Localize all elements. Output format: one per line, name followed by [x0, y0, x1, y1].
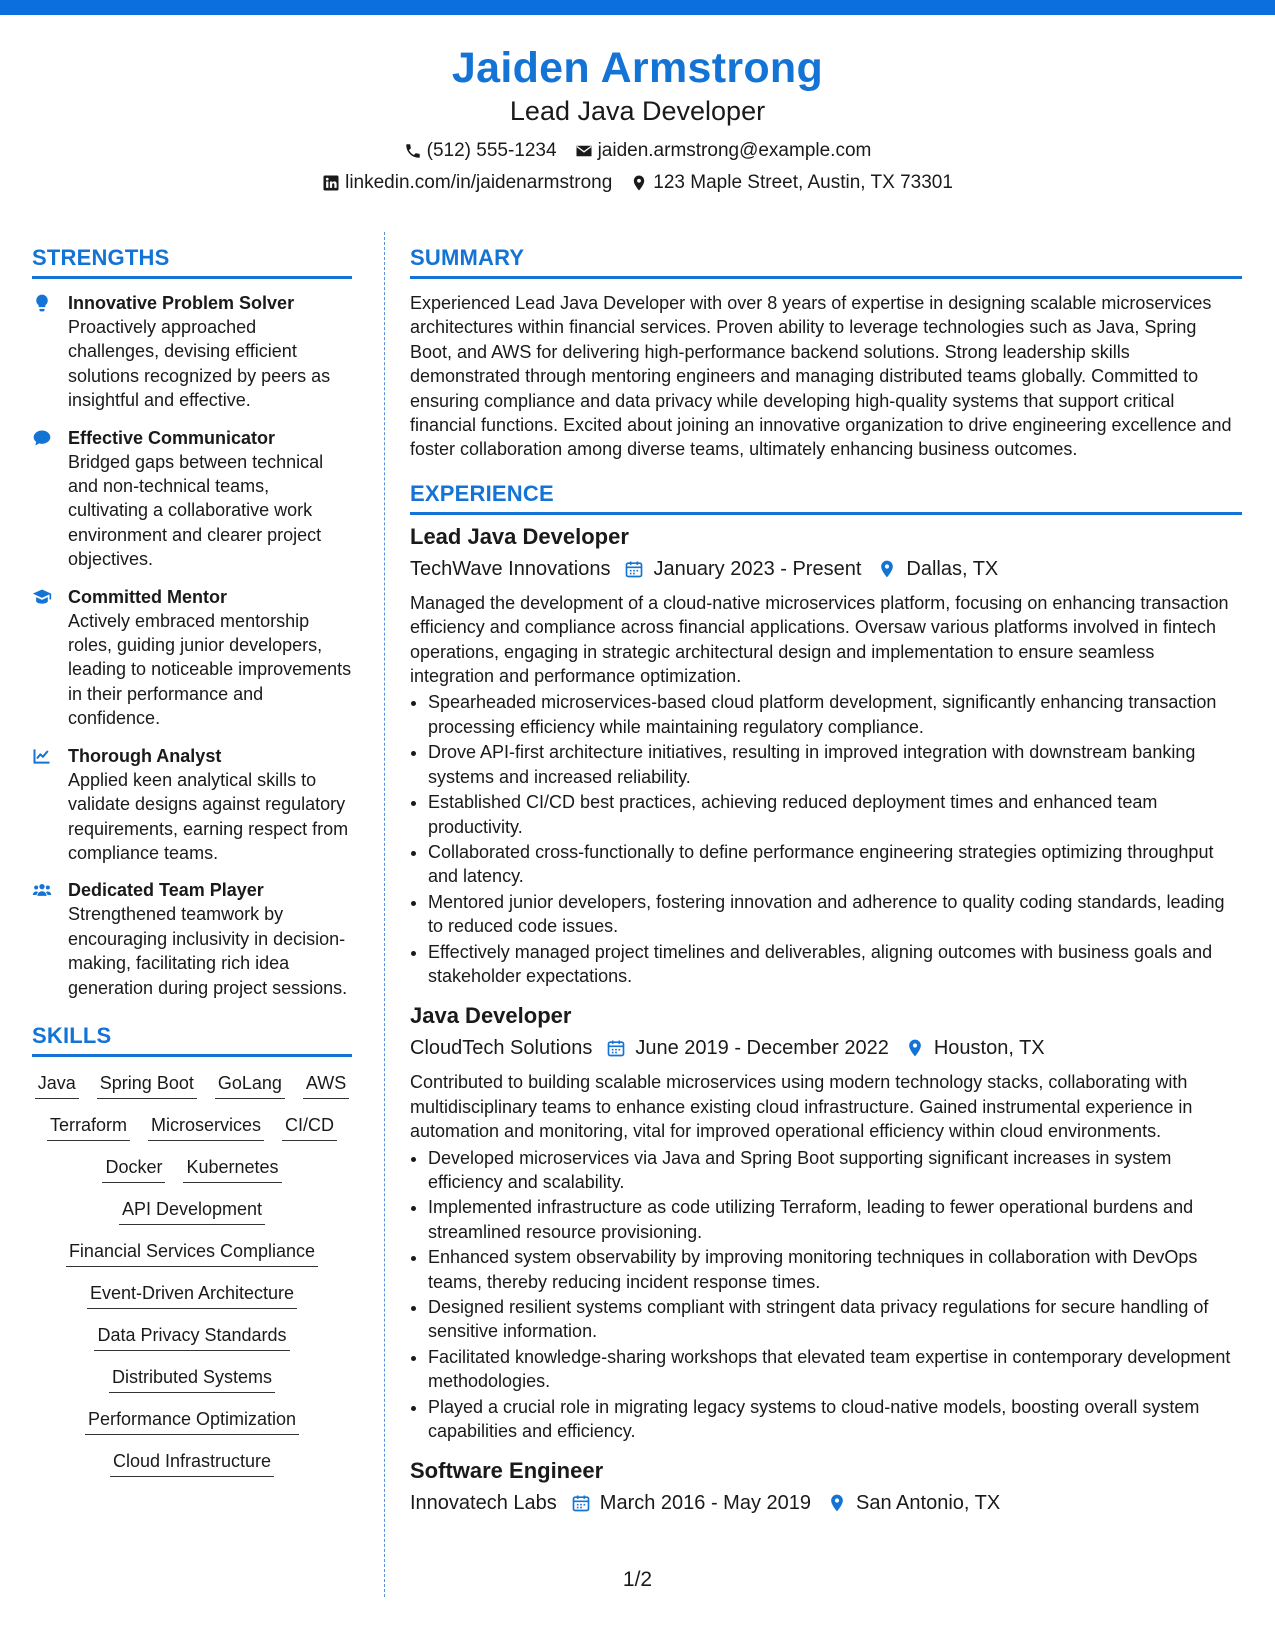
strength-title: Dedicated Team Player — [68, 880, 264, 901]
page-number: 1/2 — [622, 1568, 653, 1591]
skill-row — [32, 1449, 352, 1477]
skill-tag: Microservices — [148, 1113, 264, 1141]
skill-tag: CI/CD — [282, 1113, 337, 1141]
job-bullet: • Established CI/CD best practices, achieving reduced deployment times and enhanced team productivity. — [428, 790, 1242, 839]
candidate-role: Lead Java Developer — [509, 96, 766, 126]
strength-item — [32, 878, 352, 1000]
location-pin-icon — [905, 1038, 925, 1058]
job-bullet: • Spearheaded microservices-based cloud platform development, significantly enhancing transaction processing efficiency while maintaining regulatory compliance. — [428, 690, 1242, 739]
phone-text: (512) 555-1234 — [426, 140, 557, 161]
skill-tag: Financial Services Compliance — [66, 1239, 318, 1267]
job-meta — [410, 555, 1242, 583]
job-bullet: • Drove API-first architecture initiatives, resulting in improved integration with downstream banking systems and increased reliability. — [428, 740, 1242, 789]
skill-row — [32, 1281, 352, 1309]
skill-row — [32, 1407, 352, 1435]
graduation-cap-icon — [32, 585, 54, 731]
email-text: jaiden.armstrong@example.com — [597, 140, 872, 161]
skill-row — [32, 1365, 352, 1393]
job-location: Dallas, TX — [906, 557, 999, 580]
job-bullets — [410, 690, 1242, 988]
job-title: Lead Java Developer — [410, 523, 629, 549]
location-pin-icon — [877, 559, 897, 579]
phone-icon — [404, 142, 422, 160]
top-accent-bar — [0, 0, 1275, 15]
skill-row — [32, 1323, 352, 1351]
team-icon — [32, 878, 54, 1000]
left-column — [32, 244, 352, 1491]
skill-tag: Java — [35, 1071, 79, 1099]
job-bullet: • Effectively managed project timelines and deliverables, aligning outcomes with business goals and stakeholder expectations. — [428, 940, 1242, 989]
strength-title: Committed Mentor — [68, 586, 227, 607]
location-pin-icon — [630, 174, 648, 192]
skill-tag: Distributed Systems — [109, 1365, 275, 1393]
calendar-icon — [606, 1038, 626, 1058]
skill-tag: Performance Optimization — [85, 1407, 299, 1435]
strength-item — [32, 585, 352, 731]
resume-header — [0, 42, 1275, 196]
skill-tag: Data Privacy Standards — [94, 1323, 289, 1351]
speech-bubble-icon — [32, 426, 54, 572]
column-divider — [384, 232, 385, 1597]
job-dates: June 2019 - December 2022 — [635, 1037, 889, 1060]
job-title: Software Engineer — [410, 1458, 604, 1484]
calendar-icon — [571, 1493, 591, 1513]
strength-description: Strengthened teamwork by encouraging inclusivity in decision-making, facilitating rich idea generation during project sessions. — [68, 904, 348, 998]
job-bullet: • Facilitated knowledge-sharing workshops that elevated team expertise in contemporary development methodologies. — [428, 1345, 1242, 1394]
strength-description: Applied keen analytical skills to validate designs against regulatory requirements, earning respect from compliance teams. — [68, 769, 349, 863]
job-bullet: • Enhanced system observability by improving monitoring techniques in collaboration with DevOps teams, thereby reducing incident response times. — [428, 1245, 1242, 1294]
skill-row — [32, 1239, 352, 1267]
strength-item — [32, 744, 352, 866]
skill-tag: GoLang — [215, 1071, 285, 1099]
job-entry — [410, 1457, 1242, 1517]
strength-item — [32, 426, 352, 572]
strength-description: Bridged gaps between technical and non-technical teams, cultivating a collaborative work environment and clearer project objectives. — [68, 451, 324, 570]
skill-tag: API Development — [119, 1197, 265, 1225]
job-dates: January 2023 - Present — [653, 557, 862, 580]
job-location: San Antonio, TX — [856, 1492, 1001, 1515]
skill-tag: Cloud Infrastructure — [110, 1449, 274, 1477]
strengths-heading: STRENGTHS — [32, 244, 352, 279]
job-bullet: • Mentored junior developers, fostering innovation and adherence to quality coding standards, leading to reduced code issues. — [428, 890, 1242, 939]
contact-row-2 — [0, 170, 1275, 196]
job-title: Java Developer — [410, 1003, 572, 1029]
contact-email[interactable] — [575, 138, 872, 164]
skill-row — [32, 1155, 352, 1183]
job-meta — [410, 1489, 1242, 1517]
strength-title: Effective Communicator — [68, 427, 276, 448]
job-company: TechWave Innovations — [410, 557, 611, 580]
summary-heading: SUMMARY — [410, 244, 1242, 279]
skills-list — [32, 1071, 352, 1477]
line-chart-icon — [32, 744, 54, 866]
job-location: Houston, TX — [933, 1037, 1045, 1060]
job-bullets — [410, 1146, 1242, 1444]
contact-row-1 — [0, 138, 1275, 164]
contact-linkedin[interactable] — [322, 170, 612, 196]
linkedin-text: linkedin.com/in/jaidenarmstrong — [345, 172, 613, 193]
summary-text: Experienced Lead Java Developer with over 8 years of expertise in designing scalable microservices architectures within financial services. Proven ability to leverage technologies such as Java, Spring Boot, and AWS for delivering high-performance backend solutions. Strong leadership skills demonstrated through mentoring engineers and managing distributed teams globally. Committed to ensuring compliance and data privacy while developing high-quality systems that support critical financial functions. Excited about joining an innovative organization to drive engineering excellence and foster collaboration among diverse teams, ultimately enhancing business outcomes. — [410, 293, 1232, 460]
calendar-icon — [624, 559, 644, 579]
job-meta — [410, 1034, 1242, 1062]
candidate-name: Jaiden Armstrong — [451, 44, 824, 92]
skill-tag: Kubernetes — [183, 1155, 281, 1183]
skills-heading: SKILLS — [32, 1022, 352, 1057]
envelope-icon — [575, 142, 593, 160]
address-text: 123 Maple Street, Austin, TX 73301 — [653, 172, 953, 193]
job-bullet: • Played a crucial role in migrating legacy systems to cloud-native models, boosting overall system capabilities and efficiency. — [428, 1395, 1242, 1444]
job-bullet: • Collaborated cross-functionally to define performance engineering strategies optimizing throughput and latency. — [428, 840, 1242, 889]
job-description: Contributed to building scalable microservices using modern technology stacks, collaborating with multidisciplinary teams to enhance existing cloud infrastructure. Gained instrumental experience in automation and monitoring, vital for improved operational efficiency within cloud environments. — [410, 1072, 1193, 1142]
contact-address — [630, 170, 953, 196]
job-bullet: • Developed microservices via Java and Spring Boot supporting significant increases in system efficiency and scalability. — [428, 1146, 1242, 1195]
lightbulb-icon — [32, 291, 54, 413]
job-bullet: • Designed resilient systems compliant with stringent data privacy regulations for secure handling of sensitive information. — [428, 1295, 1242, 1344]
skill-tag: Docker — [102, 1155, 165, 1183]
skill-row — [32, 1071, 352, 1099]
skill-tag: Terraform — [47, 1113, 130, 1141]
location-pin-icon — [827, 1493, 847, 1513]
job-dates: March 2016 - May 2019 — [599, 1492, 812, 1515]
strength-title: Innovative Problem Solver — [68, 293, 295, 313]
skill-tag: Event-Driven Architecture — [87, 1281, 297, 1309]
job-entry — [410, 1002, 1242, 1443]
strength-item — [32, 291, 352, 413]
contact-phone[interactable] — [404, 138, 557, 164]
skill-tag: AWS — [303, 1071, 349, 1099]
job-bullet: • Implemented infrastructure as code utilizing Terraform, leading to fewer operational burdens and streamlined resource provisioning. — [428, 1195, 1242, 1244]
skill-row — [32, 1197, 352, 1225]
skill-row — [32, 1113, 352, 1141]
strength-description: Actively embraced mentorship roles, guiding junior developers, leading to noticeable improvements in their performance and confidence. — [68, 610, 352, 729]
experience-heading: EXPERIENCE — [410, 480, 1242, 515]
right-column — [410, 244, 1242, 1525]
strength-description: Proactively approached challenges, devising efficient solutions recognized by peers as insightful and effective. — [68, 317, 331, 411]
linkedin-icon — [322, 174, 340, 192]
job-entry — [410, 523, 1242, 989]
strength-title: Thorough Analyst — [68, 745, 222, 766]
skill-tag: Spring Boot — [97, 1071, 197, 1099]
job-company: CloudTech Solutions — [410, 1037, 593, 1060]
job-company: Innovatech Labs — [410, 1492, 557, 1515]
job-description: Managed the development of a cloud-native microservices platform, focusing on enhancing transaction efficiency and compliance across financial applications. Oversaw various platforms involved in fintech operations, engaging in strategic architectural design and implementation to ensure seamless integration and performance optimization. — [410, 592, 1229, 687]
